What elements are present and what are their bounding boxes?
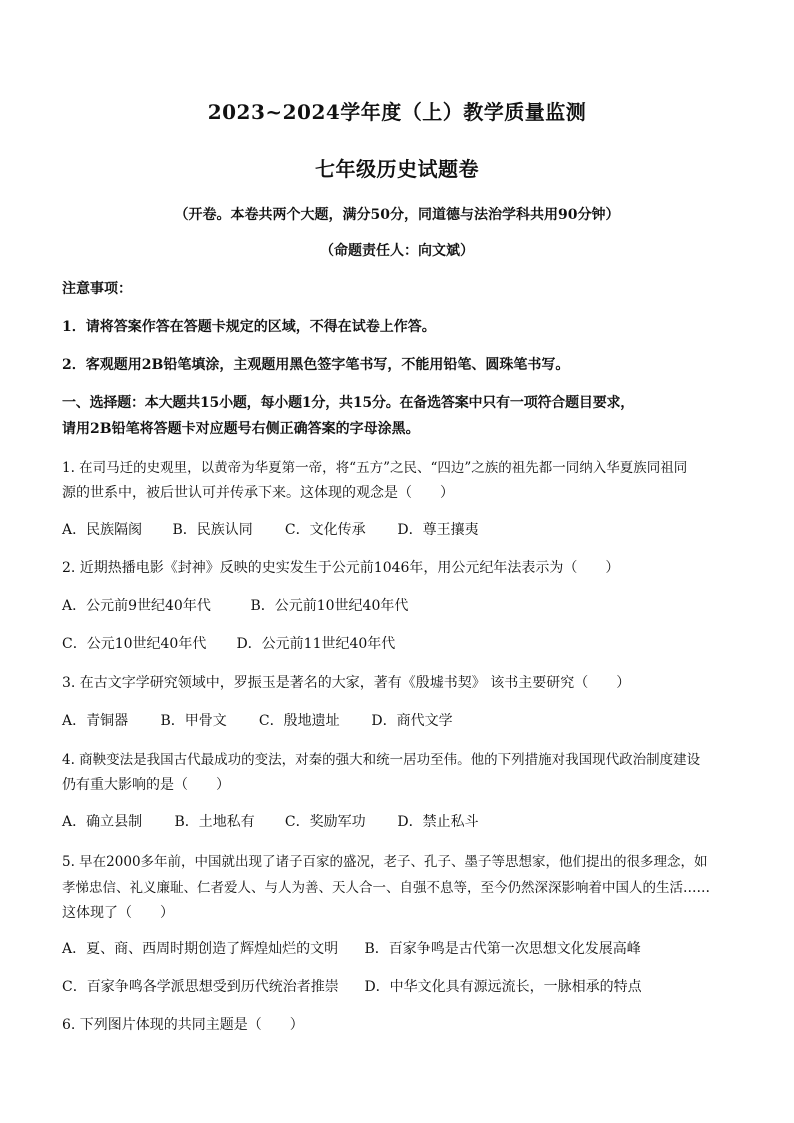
option-d: D．尊王攘夷 <box>397 522 479 538</box>
section-instruction: 请用2B铅笔将答题卡对应题号右侧正确答案的字母涂黑。 <box>62 421 420 437</box>
option-c: C．公元10世纪40年代 <box>62 636 207 652</box>
question-1-line: 1. 在司马迁的史观里，以黄帝为华夏第一帝，将“五方”之民、“四边”之族的祖先都一同纳入华夏族同祖同 <box>62 460 688 476</box>
option-b: B．公元前10世纪40年代 <box>250 598 409 614</box>
question-2-options-row <box>62 595 408 615</box>
exam-author: （命题责任人：向文斌） <box>320 243 474 259</box>
option-a: A．公元前9世纪40年代 <box>62 598 211 614</box>
question-4-line: 4. 商鞅变法是我国古代最成功的变法，对秦的强大和统一居功至伟。他的下列措施对我国现代政治制度建设 <box>62 752 701 768</box>
note-item: 1．请将答案作答在答题卡规定的区域，不得在试卷上作答。 <box>62 319 436 335</box>
option-c: C．奖励军功 <box>284 814 366 830</box>
question-2-options-row <box>62 633 395 653</box>
option-d: D．商代文学 <box>371 713 453 729</box>
option-d: D．公元前11世纪40年代 <box>236 636 396 652</box>
question-1-options <box>62 519 479 539</box>
option-c: C．殷地遗址 <box>258 713 340 729</box>
exam-subtitle: 七年级历史试题卷 <box>315 157 479 181</box>
question-4-line: 仍有重大影响的是（ ） <box>62 777 230 793</box>
question-3-options <box>62 710 453 730</box>
question-5-line: 5. 早在2000多年前，中国就出现了诸子百家的盛况，老子、孔子、墨子等思想家，他们提出的很多理念，如 <box>62 854 708 870</box>
notes-heading: 注意事项： <box>62 281 132 297</box>
option-a: A．确立县制 <box>62 814 143 830</box>
section-heading: 一、选择题：本大题共15小题，每小题1分，共15分。在备选答案中只有一项符合题目要求， <box>62 395 635 411</box>
option-a: A．夏、商、西周时期创造了辉煌灿烂的文明 <box>62 941 339 957</box>
option-b: B．民族认同 <box>172 522 253 538</box>
question-2-line: 2. 近期热播电影《封神》反映的史实发生于公元前1046年，用公元纪年法表示为（ ） <box>62 560 620 576</box>
question-5-options-row <box>62 976 642 996</box>
exam-info: （开卷。本卷共两个大题，满分50分，同道德与法治学科共用90分钟） <box>174 207 620 223</box>
option-a: A．民族隔阂 <box>62 522 143 538</box>
question-5-line: 孝悌忠信、礼义廉耻、仁者爱人、与人为善、天人合一、自强不息等，至今仍然深深影响着中国人的生活…… <box>62 880 710 896</box>
question-5-options-row <box>62 938 641 958</box>
option-b: B．甲骨文 <box>160 713 227 729</box>
option-c: C．文化传承 <box>284 522 366 538</box>
question-6-line: 6. 下列图片体现的共同主题是（ ） <box>62 1017 304 1033</box>
question-1-line: 源的世系中，被后世认可并传承下来。这体现的观念是（ ） <box>62 485 454 501</box>
question-3-line: 3. 在古文字学研究领域中，罗振玉是著名的大家，著有《殷墟书契》 该书主要研究（ ） <box>62 675 631 691</box>
exam-title: 2023~2024学年度（上）教学质量监测 <box>207 100 587 124</box>
option-a: A．青铜器 <box>62 713 129 729</box>
note-item: 2．客观题用2B铅笔填涂，主观题用黑色签字笔书写，不能用铅笔、圆珠笔书写。 <box>62 357 570 373</box>
question-4-options <box>62 811 479 831</box>
option-b: B．百家争鸣是古代第一次思想文化发展高峰 <box>364 941 641 957</box>
option-d: D．中华文化具有源远流长，一脉相承的特点 <box>364 979 642 995</box>
option-c: C．百家争鸣各学派思想受到历代统治者推崇 <box>62 979 339 995</box>
option-d: D．禁止私斗 <box>397 814 479 830</box>
question-5-line: 这体现了（ ） <box>62 905 174 921</box>
option-b: B．土地私有 <box>174 814 255 830</box>
